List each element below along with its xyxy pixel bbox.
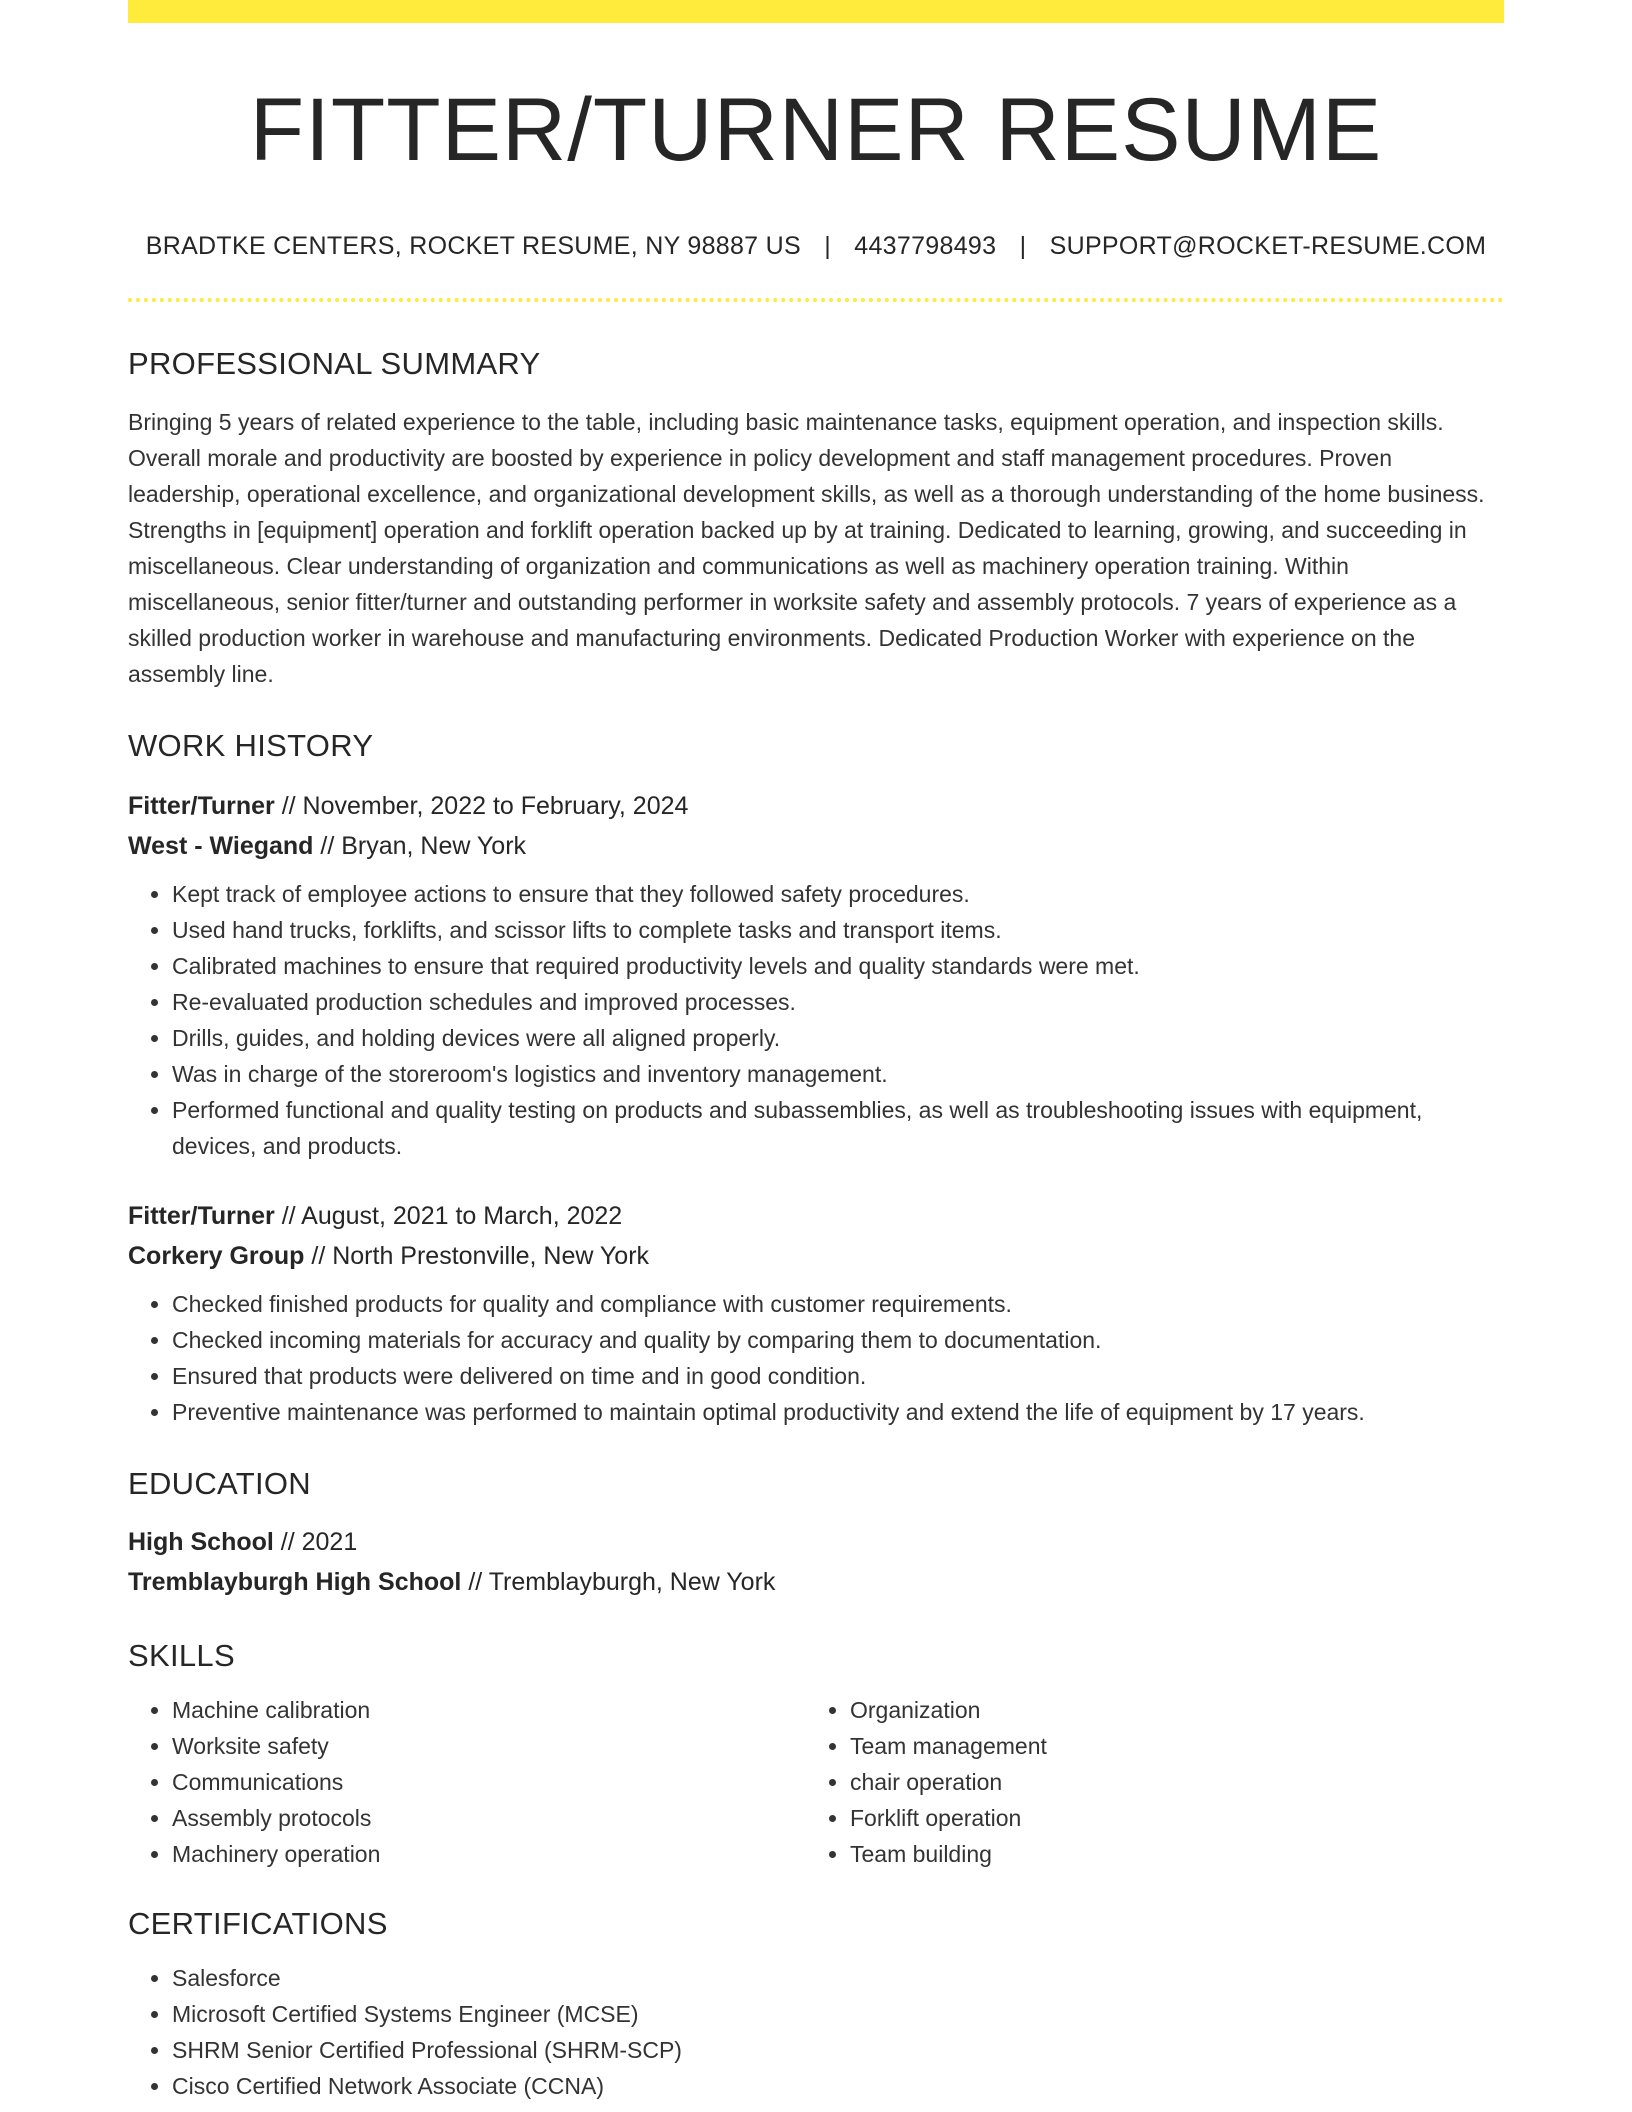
skill-item: • Worksite safety [172,1728,806,1764]
skill-item: • Organization [850,1692,1484,1728]
skill-item: • Communications [172,1764,806,1800]
job-title: Fitter/Turner [128,1201,275,1230]
resume-page [128,0,1504,2104]
job-location: // Bryan, New York [313,831,527,860]
job-bullet: • Re-evaluated production schedules and improved processes. [172,984,1504,1020]
top-accent-bar [128,0,1504,23]
job-bullet: • Preventive maintenance was performed to maintain optimal productivity and extend the life of equipment by 17 years. [172,1394,1504,1430]
education-entry [128,1522,1504,1602]
job-bullets [128,1286,1504,1430]
skill-item: • Forklift operation [850,1800,1484,1836]
education-degree-line [128,1522,1504,1562]
job-bullet: • Calibrated machines to ensure that required productivity levels and quality standards were met. [172,948,1504,984]
job-company: West - Wiegand [128,831,314,860]
contact-separator: | [824,231,832,260]
contact-address: BRADTKE CENTERS, ROCKET RESUME, NY 98887 US [145,231,801,260]
education-degree: High School [128,1527,274,1556]
skill-item: • chair operation [850,1764,1484,1800]
contact-line [128,232,1504,261]
skills-heading: SKILLS [128,1637,235,1673]
job-bullet: • Used hand trucks, forklifts, and scissor lifts to complete tasks and transport items. [172,912,1504,948]
job-dates: // November, 2022 to February, 2024 [274,791,689,820]
summary-heading: PROFESSIONAL SUMMARY [128,345,541,381]
job-bullet: • Checked finished products for quality and compliance with customer requirements. [172,1286,1504,1322]
certification-item: • Cisco Certified Network Associate (CCNA) [172,2068,1504,2104]
job-bullet: • Was in charge of the storeroom's logistics and inventory management. [172,1056,1504,1092]
job-bullet: • Performed functional and quality testing on products and subassemblies, as well as troubleshooting issues with equipment, devices, and products. [172,1092,1504,1164]
certification-item: • Salesforce [172,1960,1504,1996]
certification-item: • Microsoft Certified Systems Engineer (MCSE) [172,1996,1504,2032]
header-divider [128,298,1504,302]
skill-item: • Team management [850,1728,1484,1764]
certifications-list [128,1960,1504,2104]
job-title-line [128,786,1504,826]
job-bullet: • Kept track of employee actions to ensure that they followed safety procedures. [172,876,1504,912]
skill-item: • Machinery operation [172,1836,806,1872]
job-title-line [128,1196,1504,1236]
job-company-line [128,826,1504,866]
skills-columns [128,1692,1504,1872]
summary-text: Bringing 5 years of related experience to the table, including basic maintenance tasks, equipment operation, and inspection skills. Overall morale and productivity are boosted by experience in policy development and staff management procedures. Proven leadership, operational excellence, and organizational development skills, as well as a thorough understanding of the home business. Strengths in [equipment] operation and forklift operation backed up by at training. Dedicated to learning, growing, and succeeding in miscellaneous. Clear understanding of organization and communications as well as machinery operation training. Within miscellaneous, senior fitter/turner and outstanding performer in worksite safety and assembly protocols. 7 years of experience as a skilled production worker in warehouse and manufacturing environments. Dedicated Production Worker with experience on the assembly line. [128,408,1485,687]
job-title: Fitter/Turner [128,791,275,820]
job-dates: // August, 2021 to March, 2022 [274,1201,623,1230]
job-location: // North Prestonville, New York [304,1241,650,1270]
job-bullet: • Ensured that products were delivered on time and in good condition. [172,1358,1504,1394]
job-bullet: • Checked incoming materials for accuracy and quality by comparing them to documentation. [172,1322,1504,1358]
skills-list-left [128,1692,806,1872]
education-heading: EDUCATION [128,1465,311,1501]
job-company: Corkery Group [128,1241,305,1270]
contact-email: SUPPORT@ROCKET-RESUME.COM [1049,231,1487,260]
education-location: // Tremblayburgh, New York [461,1567,776,1596]
education-school-line [128,1562,1504,1602]
work-history-heading: WORK HISTORY [128,727,374,763]
skill-item: • Team building [850,1836,1484,1872]
skill-item: • Assembly protocols [172,1800,806,1836]
certifications-heading: CERTIFICATIONS [128,1905,388,1941]
education-year: // 2021 [273,1527,358,1556]
contact-separator: | [1019,231,1027,260]
contact-phone: 4437798493 [854,231,997,260]
certification-item: • SHRM Senior Certified Professional (SHRM-SCP) [172,2032,1504,2068]
job-bullets [128,876,1504,1164]
education-school: Tremblayburgh High School [128,1567,462,1596]
job-entry [128,786,1504,1164]
job-bullet: • Drills, guides, and holding devices were all aligned properly. [172,1020,1504,1056]
skill-item: • Machine calibration [172,1692,806,1728]
job-company-line [128,1236,1504,1276]
resume-title: FITTER/TURNER RESUME [249,79,1383,179]
job-entry [128,1196,1504,1430]
skills-list-right [806,1692,1484,1872]
